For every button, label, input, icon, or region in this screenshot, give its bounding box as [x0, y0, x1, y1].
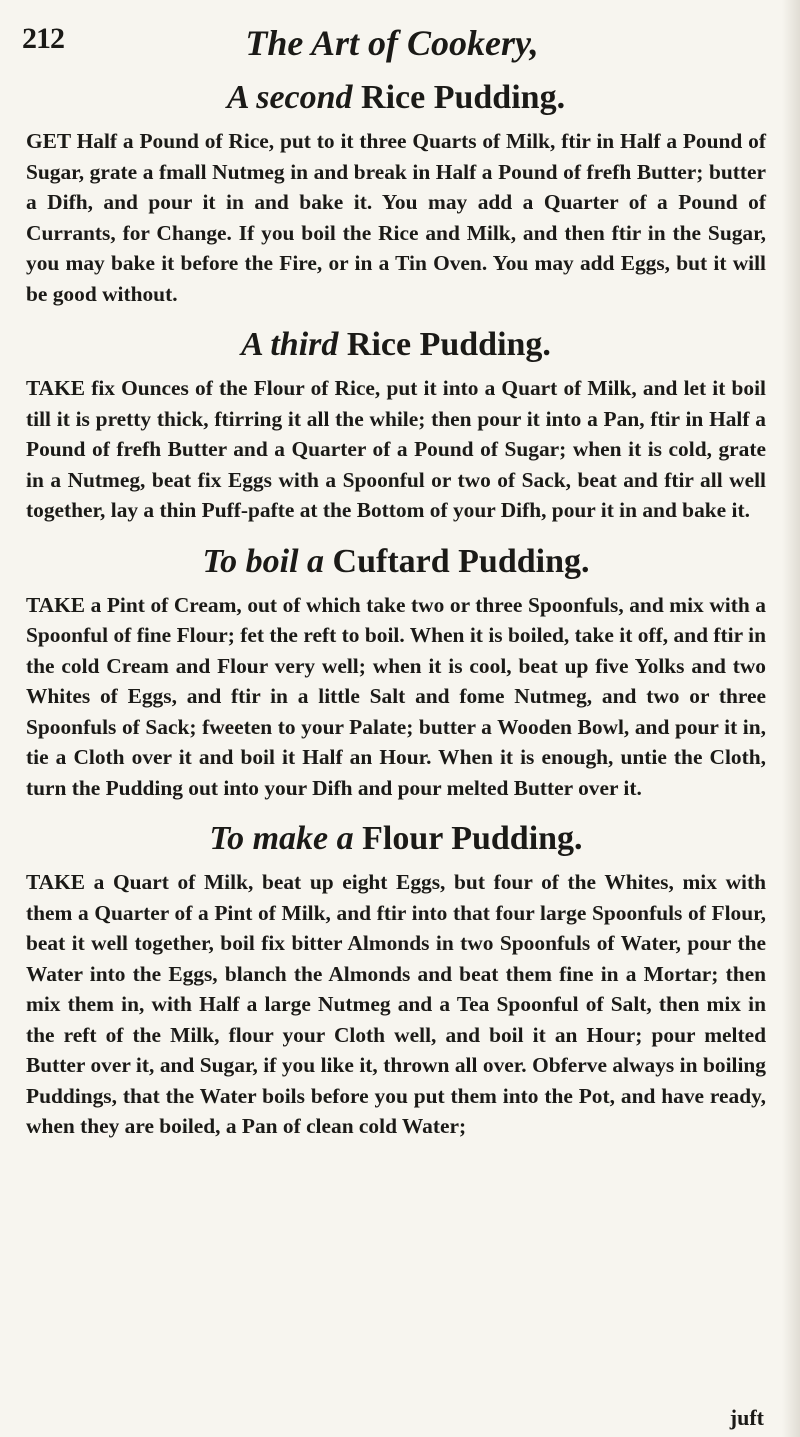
- page-number: 212: [22, 22, 64, 55]
- recipe-title: [26, 323, 766, 367]
- recipe-title: [26, 76, 766, 120]
- recipe-body: TAKE a Pint of Cream, out of which take two or three Spoonfuls, and mix with a Spoonful of fine Flour; fet the reft to boil. When it is boiled, take it off, and ftir in the cold Cream and Flour very well; when it is cool, beat up five Yolks and two Whites of Eggs, and ftir in a little Salt and fome Nutmeg, and two or three Spoonfuls of Sack; fweeten to your Palate; butter a Wooden Bowl, and pour it in, tie a Cloth over it and boil it Half an Hour. When it is enough, untie the Cloth, turn the Pudding out into your Difh and pour melted Butter over it.: [26, 592, 766, 800]
- recipe-body: TAKE a Quart of Milk, beat up eight Eggs, but four of the Whites, mix with them a Quarter of a Pint of Milk, and ftir into that four large Spoonfuls of Flour, beat it well together, boil fix bitter Almonds in two Spoonfuls of Water, pour the Water into the Eggs, blanch the Almonds and beat them fine in a Mortar; then mix them in, with Half a large Nutmeg and a Tea Spoonful of Salt, then mix in the reft of the Milk, flour your Cloth well, and boil it an Hour; pour melted Butter over it, and Sugar, if you like it, thrown all over. Obferve always in boiling Puddings, that the Water boils before you put them into the Pot, and have ready, when they are boiled, a Pan of clean cold Water;: [26, 870, 766, 1138]
- recipe-title-italic: To boil a: [202, 542, 325, 580]
- recipe-title: [26, 540, 766, 584]
- recipe-title-rest: Rice Pudding.: [352, 79, 566, 116]
- recipe-title-italic: A third: [241, 326, 339, 363]
- book-title: The Art of Cookery,: [245, 23, 539, 63]
- recipe-third-rice-pudding: [26, 323, 766, 526]
- recipe-flour-pudding: [26, 817, 766, 1142]
- recipe-custard-pudding: [26, 540, 766, 804]
- running-head: [22, 22, 762, 62]
- recipe-title-rest: Flour Pudding.: [353, 820, 583, 857]
- recipe-body: TAKE fix Ounces of the Flour of Rice, put it into a Quart of Milk, and let it boil till it is pretty thick, ftirring it all the while; then pour it into a Pan, ftir in Half a Pound of frefh Butter and a Quarter of a Pound of Sugar; when it is cold, grate in a Nutmeg, beat fix Eggs with a Spoonful or two of Sack, beat and ftir all well together, lay a thin Puff-pafte at the Bottom of your Difh, pour it in and bake it.: [26, 376, 766, 522]
- page-content: [26, 76, 766, 1156]
- recipe-body: GET Half a Pound of Rice, put to it three Quarts of Milk, ftir in Half a Pound of Sugar, grate a fmall Nutmeg in and break in Half a Pound of frefh Butter; butter a Difh, and pour it in and bake it. You may add a Quarter of a Pound of Currants, for Change. If you boil the Rice and Milk, and then ftir in the Sugar, you may bake it before the Fire, or in a Tin Oven. You may add Eggs, but it will be good without.: [26, 129, 766, 306]
- recipe-title: [26, 817, 766, 861]
- recipe-title-italic: A second: [226, 79, 353, 116]
- recipe-second-rice-pudding: [26, 76, 766, 309]
- page-edge-shadow: [782, 0, 800, 1437]
- catchword: juft: [729, 1405, 764, 1430]
- recipe-title-rest: Cuftard Pudding.: [324, 542, 590, 580]
- recipe-title-italic: To make a: [209, 820, 354, 857]
- recipe-title-rest: Rice Pudding.: [338, 326, 551, 363]
